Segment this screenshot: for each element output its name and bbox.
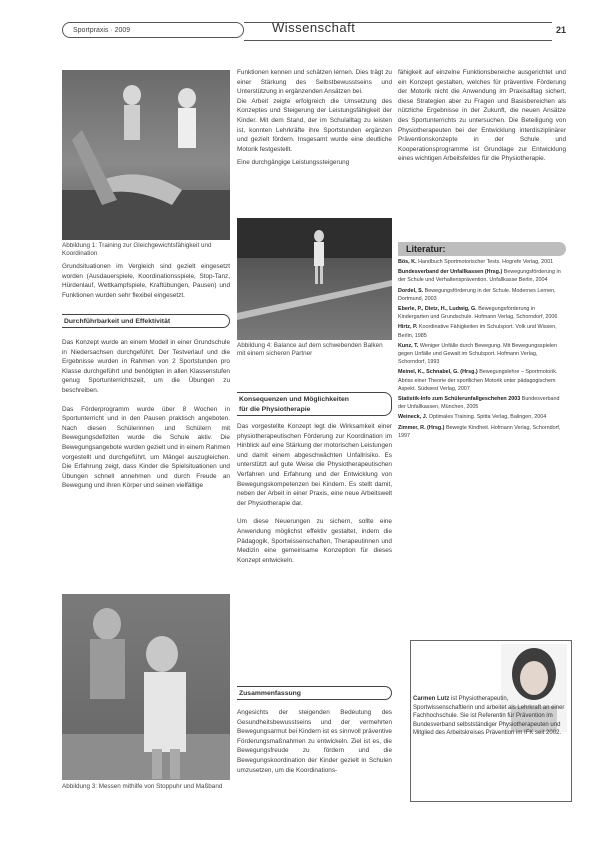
literature-entry: Kunz, T. Weniger Unfälle durch Bewegung. Mit Bewegungsspielen gegen Unfälle und Gewalt im Schulsport. Hofmann Verlag, Schorndorf, 1993 — [398, 342, 558, 366]
heading-line: Konsequenzen und Möglichkeiten — [239, 396, 349, 403]
column-2-top — [237, 68, 392, 168]
literature-entry: Statistik-Info zum Schülerunfallgeschehen 2003 Bundesverband der Unfallkassen, München, 2005 — [398, 396, 560, 411]
section-heading-zusammenfassung: Zusammenfassung — [237, 686, 392, 700]
paragraph: Das Förderprogramm wurde über 8 Wochen in Sportunterricht und in den Pausen praktisch angeboten. Nach diesen Schülerinnen und Schülern mit Bewegungsdefiziten wurde die Schule aktiv. Die Bewegungsangebote wurden gezielt und in einem Rahmen vorgestellt und durchgeführt, um Mängel auszugleichen. Die Erfahrung zeigt, dass Kinder die Spielsituationen und Übungen schnell annehmen und durch Freude an Bewegung und ihren Körper und seinen vielfältige — [62, 405, 230, 490]
literature-list — [398, 258, 566, 442]
paragraph: Um diese Neuerungen zu sichern, sollte eine Anwendung möglichst effektiv gestaltet, indem die Pädagogik, Sportwissenschaften, Therapeutinnen und Medizin eine gemeinsame Konzeption für dieses Konzept entwickeln. — [237, 518, 392, 564]
page-number: 21 — [556, 25, 567, 35]
paragraph: Angesichts der steigenden Bedeutung des Gesundheitsbewusstseins und der vermehrten Bewegungsarmut bei Kindern ist es sinnvoll präventive Förderungsmaßnahmen zu entwickeln. Ziel ist es, die Bewegungsfreude zu fördern und die Bewegungskoordination der Kinder gezielt in Schulen umzusetzen, um die Koordinations- — [237, 709, 392, 774]
author-name: Carmen Lutz — [413, 696, 450, 702]
heading-line: für die Physiotherapie — [239, 406, 311, 413]
author-text: ist Physiotherapeutin, Sportwissenschaftlerin und arbeitet als Lehrkraft an einer Fachhochschule. Sie ist Referentin für Prävention im Bundesverband selbstständiger Physiotherapeuten und Mitglied des Arbeitskreises Prävention im IFK seit 2002. — [413, 696, 565, 737]
issue-label: Sportpraxis · 2009 — [62, 22, 244, 38]
balance-beam-photo — [237, 218, 392, 340]
section-title: Wissenschaft — [272, 20, 356, 35]
paragraph: Funktionen kennen und schätzen lernen. Dies trägt zu einer Stärkung des Selbstbewusstseins und Unterstützung in ergänzenden Ansätzen bei. — [237, 69, 392, 96]
children-training-illustration — [62, 70, 230, 240]
paragraph: fähigkeit auf einzelne Funktionsbereiche ausgerichtet und ein Konzept gestalten, welches für präventive Förderung der Motorik nicht die Anwendung im Praxisalltag sichert, diese Strategien aber zu Fragen und Basisbereichen als nützliche Ergebnisse in der Zukunft, die neuen Ansätze des Sportunterrichts zu untersuchen. Die Beteiligung von Physiotherapeuten bei der Entwicklung interdisziplinärer Präventionskonzepte in der Schule und Kooperationsprogramme ist Grundlage zur Entwicklung eines wichtigen Arbeitsfeldes für die Physiotherapie. — [398, 69, 566, 163]
paragraph: Das vorgestellte Konzept legt die Wirksamkeit einer physiotherapeutischen Förderung zur Koordination im Hinblick auf eine Stärkung der motorischen Leistungen und damit einem abgeschwächten Unfallrisiko. Es unterstützt auf gute Weise die Physiotherapeutischen Verfahren und Erfahrung und der Entwicklung von Bewegungskompetenzen bei Kindern. Es stellt damit, neben der Arbeit in einer Praxis, eine neue Arbeitswelt der Physiotherapie dar. — [237, 423, 392, 507]
children-training-photo — [62, 70, 230, 240]
literature-heading: Literatur: — [398, 242, 566, 256]
literature-entry: Bundesverband der Unfallkassen (Hrsg.) Bewegungsförderung in der Schule und Verhaltensprävention. Unfallkasse Berlin, 2004 — [398, 269, 561, 284]
column-1-body — [62, 338, 230, 491]
literature-entry: Dordel, S. Bewegungsförderung in der Schule. Modernes Lernen, Dortmund, 2003 — [398, 287, 556, 302]
intro-paragraph: Grundsituationen im Vergleich sind gezielt eingesetzt worden (Ausdauerspiele, Koordinationsspiele, Stop-Tanz, Hürdenlauf, Wettkampfspiele, Kraftübungen, Pausen) und Funktionen wurden sehr flexibel eingesetzt. — [62, 263, 230, 299]
literature-entry: Hirtz, P. Koordinative Fähigkeiten im Schulsport. Volk und Wissen, Berlin, 1985 — [398, 324, 557, 339]
literature-entry: Weineck, J. Optimales Training. Spitta Verlag, Balingen, 2004 — [398, 414, 547, 421]
column-2-summary — [237, 708, 392, 775]
literature-entry: Eberle, P., Dietz, H., Ludwig, G. Bewegungsförderung in Kindergarten und Grundschule. Hofmann Verlag, Schorndorf, 2006 — [398, 306, 558, 321]
figure-1-caption: Abbildung 1: Training zur Gleichgewichtsfähigkeit und Koordination — [62, 242, 212, 257]
literature-entry: Meinel, K., Schnabel, G. (Hrsg.) Bewegungslehre – Sportmotorik. Abriss einer Theorie der sportlichen Motorik unter pädagogischem Aspekt. Südwest Verlag, 2007 — [398, 369, 558, 392]
section-heading-durchfuehrbarkeit: Durchführbarkeit und Effektivität — [62, 314, 230, 328]
literature-entry: Bös, K. Handbuch Sportmotorischer Tests. Hogrefe Verlag, 2001 — [398, 259, 554, 265]
figure-2-caption: Abbildung 4: Balance auf dem schwebenden Balken mit einem sicheren Partner — [237, 342, 383, 357]
child-measurement-illustration — [62, 594, 230, 780]
paragraph: Eine durchgängige Leistungssteigerung — [237, 159, 350, 167]
column-2-body — [237, 422, 392, 565]
section-heading-konsequenzen — [237, 392, 392, 416]
column-1-intro — [62, 262, 230, 300]
paragraph: Das Konzept wurde an einem Modell in einer Grundschule in Niedersachsen durchgeführt. Der Testverlauf und die Ergebnisse wurden in Rahmen von 2 Sportstunden pro Klasse durchgeführt und benötigten in allen Klassenstufen genug Sportunterrichtszeit, um die Übungen zu beschreiben. — [62, 339, 230, 394]
balance-beam-illustration — [237, 218, 392, 340]
literature-entry: Zimmer, R. (Hrsg.) Bewegte Kindheit. Hofmann Verlag, Schorndorf, 1997 — [398, 424, 561, 439]
column-3-top — [398, 68, 566, 164]
figure-3-caption: Abbildung 3: Messen mithilfe von Stoppuhr und Maßband — [62, 783, 223, 790]
child-measurement-photo — [62, 594, 230, 780]
paragraph: Die Arbeit zeigte erfolgreich die Umsetzung des Konzeptes und Steigerung der Leistungsfähigkeit der Kinder. Mit dem Stand, der im Schulalltag zu leisten ist, konnten Lehrkräfte ihre Sportstunden ergänzen und gezielt fördern. Insgesamt wurde eine deutliche Motorik festgestellt. — [237, 97, 392, 153]
author-bio — [413, 695, 568, 738]
